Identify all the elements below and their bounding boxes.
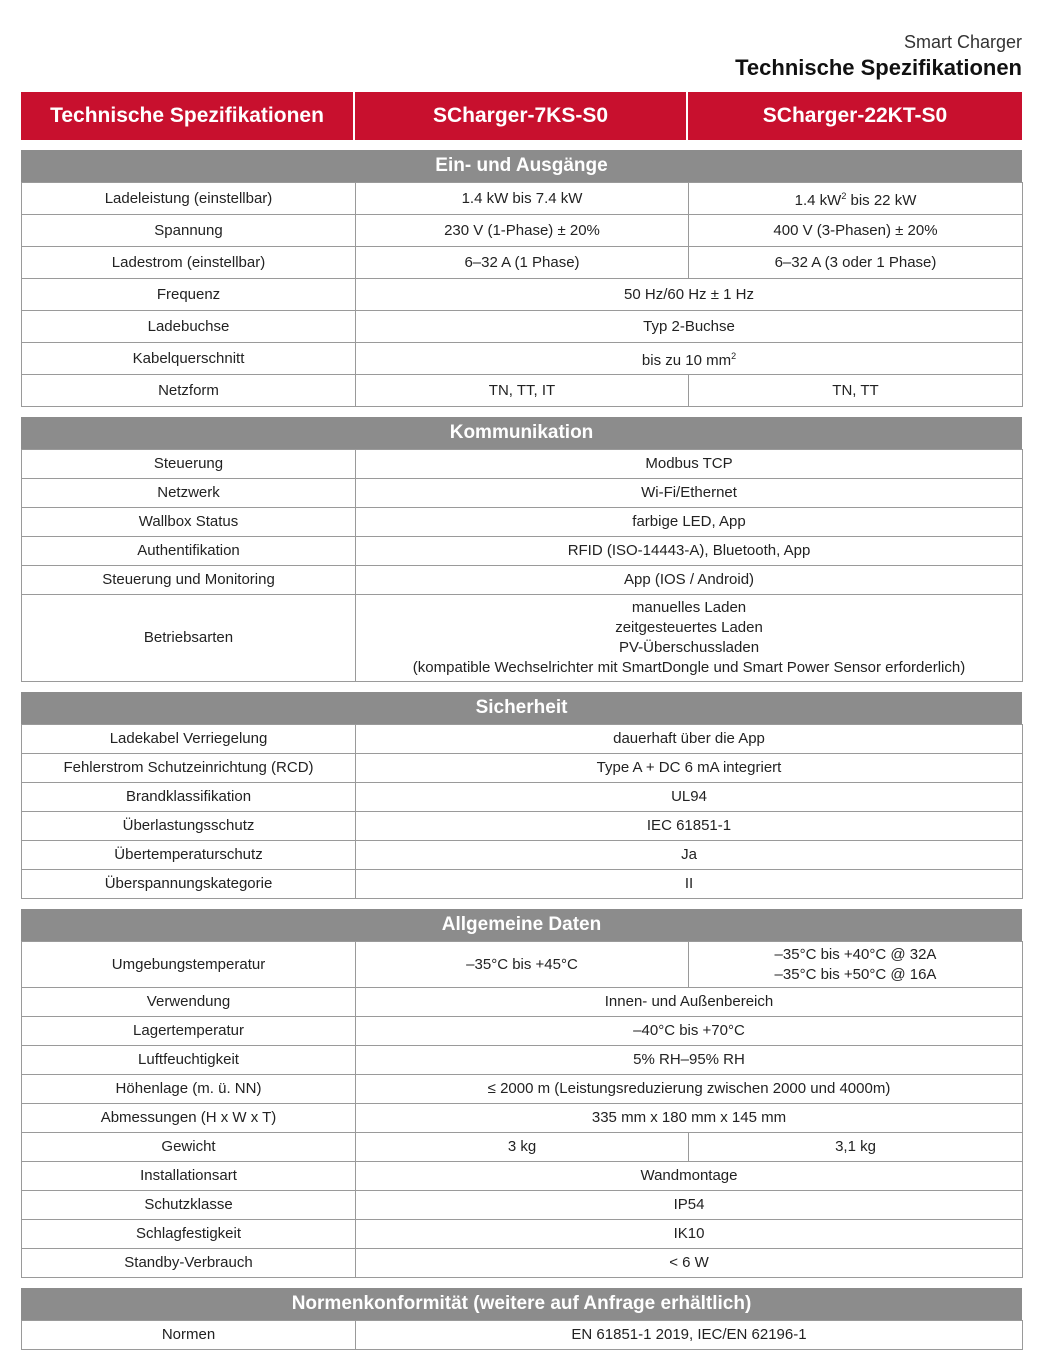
row-label: Ladeleistung (einstellbar) bbox=[22, 183, 356, 215]
value-7ks: –35°C bis +45°C bbox=[356, 942, 689, 988]
row-label: Frequenz bbox=[22, 279, 356, 311]
value-shared: < 6 W bbox=[356, 1249, 1023, 1278]
section-safety bbox=[21, 692, 1022, 899]
value-shared: UL94 bbox=[356, 783, 1023, 812]
value-shared: 5% RH–95% RH bbox=[356, 1046, 1023, 1075]
row-label: Schlagfestigkeit bbox=[22, 1220, 356, 1249]
value-7ks: TN, TT, IT bbox=[356, 375, 689, 407]
value-22kt: 400 V (3-Phasen) ± 20% bbox=[689, 215, 1023, 247]
section-general bbox=[21, 909, 1022, 1278]
table-row bbox=[22, 595, 1023, 682]
value-shared: IK10 bbox=[356, 1220, 1023, 1249]
table-row bbox=[22, 215, 1023, 247]
section-title: Allgemeine Daten bbox=[21, 909, 1022, 941]
row-label: Steuerung bbox=[22, 450, 356, 479]
value-shared: –40°C bis +70°C bbox=[356, 1017, 1023, 1046]
table-row bbox=[22, 725, 1023, 754]
table-row bbox=[22, 812, 1023, 841]
section-title: Normenkonformität (weitere auf Anfrage erhältlich) bbox=[21, 1288, 1022, 1320]
value-shared: ≤ 2000 m (Leistungsreduzierung zwischen 2000 und 4000m) bbox=[356, 1075, 1023, 1104]
table-row bbox=[22, 375, 1023, 407]
value-shared: EN 61851-1 2019, IEC/EN 62196-1 bbox=[356, 1321, 1023, 1350]
table-row bbox=[22, 1046, 1023, 1075]
row-label: Luftfeuchtigkeit bbox=[22, 1046, 356, 1075]
row-label: Netzwerk bbox=[22, 479, 356, 508]
row-label: Kabelquerschnitt bbox=[22, 343, 356, 375]
column-header-7ks: SCharger-7KS-S0 bbox=[355, 92, 688, 140]
page-title: Technische Spezifikationen bbox=[735, 55, 1022, 80]
section-table bbox=[21, 941, 1023, 1278]
section-norms bbox=[21, 1288, 1022, 1350]
row-label: Höhenlage (m. ü. NN) bbox=[22, 1075, 356, 1104]
table-row bbox=[22, 1162, 1023, 1191]
value-7ks: 230 V (1-Phase) ± 20% bbox=[356, 215, 689, 247]
value-shared: App (IOS / Android) bbox=[356, 566, 1023, 595]
row-label: Schutzklasse bbox=[22, 1191, 356, 1220]
value-line: –35°C bis +40°C @ 32A bbox=[774, 945, 937, 963]
table-row bbox=[22, 1321, 1023, 1350]
operating-mode-line: PV-Überschussladen bbox=[618, 639, 760, 656]
row-label: Fehlerstrom Schutzeinrichtung (RCD) bbox=[22, 754, 356, 783]
table-row bbox=[22, 450, 1023, 479]
value-text: 1.4 kW bbox=[794, 192, 842, 209]
value-shared: IP54 bbox=[356, 1191, 1023, 1220]
value-shared: RFID (ISO-14443-A), Bluetooth, App bbox=[356, 537, 1023, 566]
row-label: Verwendung bbox=[22, 988, 356, 1017]
section-communication bbox=[21, 417, 1022, 682]
section-title: Sicherheit bbox=[21, 692, 1022, 724]
section-table bbox=[21, 449, 1023, 682]
table-row bbox=[22, 508, 1023, 537]
operating-mode-line: manuelles Laden bbox=[631, 599, 747, 616]
value-shared: Innen- und Außenbereich bbox=[356, 988, 1023, 1017]
row-label: Netzform bbox=[22, 375, 356, 407]
row-label: Brandklassifikation bbox=[22, 783, 356, 812]
value-shared: Wandmontage bbox=[356, 1162, 1023, 1191]
table-row bbox=[22, 783, 1023, 812]
value-shared bbox=[356, 595, 1023, 682]
value-shared: Wi-Fi/Ethernet bbox=[356, 479, 1023, 508]
table-row bbox=[22, 1220, 1023, 1249]
row-label: Lagertemperatur bbox=[22, 1017, 356, 1046]
value-shared: Ja bbox=[356, 841, 1023, 870]
row-label: Standby-Verbrauch bbox=[22, 1249, 356, 1278]
row-label: Abmessungen (H x W x T) bbox=[22, 1104, 356, 1133]
row-label: Gewicht bbox=[22, 1133, 356, 1162]
table-row bbox=[22, 1249, 1023, 1278]
value-shared: Typ 2-Buchse bbox=[356, 311, 1023, 343]
table-row bbox=[22, 1017, 1023, 1046]
superscript: 2 bbox=[731, 351, 737, 361]
table-row bbox=[22, 311, 1023, 343]
value-22kt bbox=[689, 183, 1023, 215]
table-row bbox=[22, 754, 1023, 783]
table-row bbox=[22, 1075, 1023, 1104]
row-label: Wallbox Status bbox=[22, 508, 356, 537]
value-shared: Type A + DC 6 mA integriert bbox=[356, 754, 1023, 783]
value-line: –35°C bis +50°C @ 16A bbox=[774, 965, 937, 983]
table-row bbox=[22, 1191, 1023, 1220]
table-row bbox=[22, 870, 1023, 899]
value-shared bbox=[356, 343, 1023, 375]
row-label: Umgebungstemperatur bbox=[22, 942, 356, 988]
row-label: Steuerung und Monitoring bbox=[22, 566, 356, 595]
value-22kt bbox=[689, 942, 1023, 988]
section-title: Kommunikation bbox=[21, 417, 1022, 449]
row-label: Betriebsarten bbox=[22, 595, 356, 682]
section-title: Ein- und Ausgänge bbox=[21, 150, 1022, 182]
value-shared: II bbox=[356, 870, 1023, 899]
table-row bbox=[22, 942, 1023, 988]
table-row bbox=[22, 537, 1023, 566]
table-row bbox=[22, 247, 1023, 279]
column-header-bar bbox=[21, 92, 1022, 140]
table-row bbox=[22, 183, 1023, 215]
row-label: Ladebuchse bbox=[22, 311, 356, 343]
row-label: Installationsart bbox=[22, 1162, 356, 1191]
table-row bbox=[22, 479, 1023, 508]
section-table bbox=[21, 182, 1023, 407]
value-shared: IEC 61851-1 bbox=[356, 812, 1023, 841]
value-text: bis zu 10 mm bbox=[641, 352, 732, 369]
value-7ks: 6–32 A (1 Phase) bbox=[356, 247, 689, 279]
value-shared: 335 mm x 180 mm x 145 mm bbox=[356, 1104, 1023, 1133]
row-label: Überlastungsschutz bbox=[22, 812, 356, 841]
table-row bbox=[22, 1104, 1023, 1133]
operating-mode-line: zeitgesteuertes Laden bbox=[615, 619, 763, 636]
value-shared: dauerhaft über die App bbox=[356, 725, 1023, 754]
section-table bbox=[21, 1320, 1023, 1350]
value-22kt: 6–32 A (3 oder 1 Phase) bbox=[689, 247, 1023, 279]
value-shared: 50 Hz/60 Hz ± 1 Hz bbox=[356, 279, 1023, 311]
table-row bbox=[22, 343, 1023, 375]
row-label: Spannung bbox=[22, 215, 356, 247]
row-label: Normen bbox=[22, 1321, 356, 1350]
section-table bbox=[21, 724, 1023, 899]
table-row bbox=[22, 1133, 1023, 1162]
column-header-22kt: SCharger-22KT-S0 bbox=[688, 92, 1022, 140]
table-row bbox=[22, 279, 1023, 311]
row-label: Ladekabel Verriegelung bbox=[22, 725, 356, 754]
section-io bbox=[21, 150, 1022, 407]
operating-mode-line: (kompatible Wechselrichter mit SmartDongle und Smart Power Sensor erforderlich) bbox=[412, 659, 966, 676]
value-7ks: 1.4 kW bis 7.4 kW bbox=[356, 183, 689, 215]
row-label: Authentifikation bbox=[22, 537, 356, 566]
table-row bbox=[22, 988, 1023, 1017]
row-label: Ladestrom (einstellbar) bbox=[22, 247, 356, 279]
value-text: bis 22 kW bbox=[846, 192, 917, 209]
document-header bbox=[735, 30, 1022, 82]
value-shared: farbige LED, App bbox=[356, 508, 1023, 537]
superscript: 2 bbox=[841, 191, 847, 201]
value-22kt: 3,1 kg bbox=[689, 1133, 1023, 1162]
value-22kt: TN, TT bbox=[689, 375, 1023, 407]
row-label: Übertemperaturschutz bbox=[22, 841, 356, 870]
product-line: Smart Charger bbox=[903, 32, 1022, 52]
table-row bbox=[22, 566, 1023, 595]
value-7ks: 3 kg bbox=[356, 1133, 689, 1162]
table-row bbox=[22, 841, 1023, 870]
spec-sheet bbox=[21, 92, 1022, 1350]
row-label: Überspannungskategorie bbox=[22, 870, 356, 899]
value-shared: Modbus TCP bbox=[356, 450, 1023, 479]
column-header-spec: Technische Spezifikationen bbox=[21, 92, 355, 140]
